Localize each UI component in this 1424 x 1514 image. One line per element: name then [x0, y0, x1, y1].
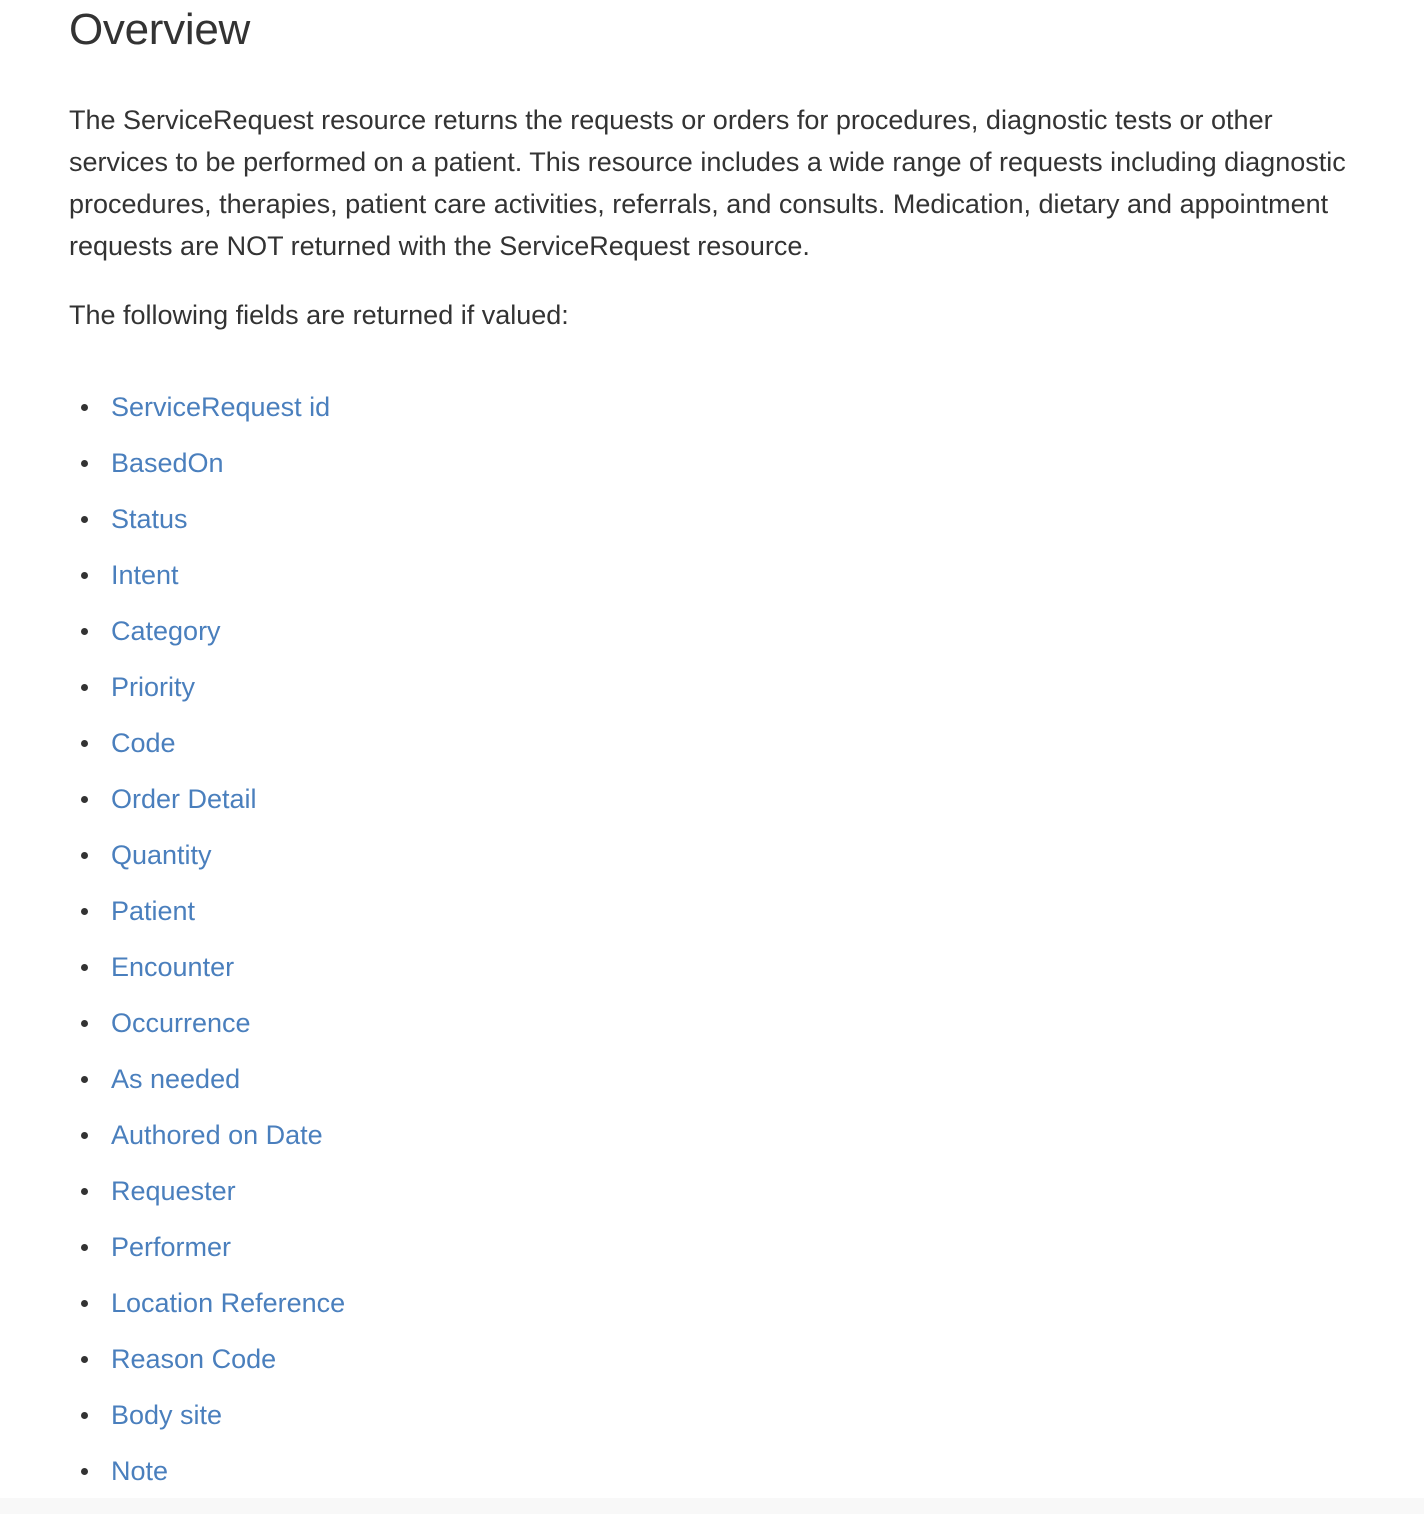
bullet-icon: [81, 1356, 88, 1363]
bullet-icon: [81, 852, 88, 859]
list-item: [69, 435, 1359, 491]
intro-paragraph: The ServiceRequest resource returns the requests or orders for procedures, diagnostic tests or other services to be performed on a patient. This resource includes a wide range of requests including diagnostic procedures, therapies, patient care activities, referrals, and consults. Medication, dietary and appointment requests are NOT returned with the ServiceRequest resource.: [69, 105, 1346, 261]
bullet-icon: [81, 1076, 88, 1083]
list-item: [69, 1219, 1359, 1275]
field-link-priority[interactable]: Priority: [111, 672, 196, 702]
list-item: [69, 883, 1359, 939]
footer-band: [0, 1498, 1424, 1514]
field-link-reason-code[interactable]: Reason Code: [111, 1344, 277, 1374]
bullet-icon: [81, 796, 88, 803]
list-item: [69, 1443, 1359, 1499]
bullet-icon: [81, 1468, 88, 1475]
field-link-quantity[interactable]: Quantity: [111, 840, 212, 870]
list-item: [69, 1331, 1359, 1387]
field-link-patient[interactable]: Patient: [111, 896, 196, 926]
list-item: [69, 1107, 1359, 1163]
page-title: Overview: [69, 5, 250, 54]
list-item: [69, 491, 1359, 547]
list-item: [69, 995, 1359, 1051]
field-link-location-reference[interactable]: Location Reference: [111, 1288, 346, 1318]
list-item: [69, 1051, 1359, 1107]
field-link-encounter[interactable]: Encounter: [111, 952, 235, 982]
bullet-icon: [81, 908, 88, 915]
field-link-status[interactable]: Status: [111, 504, 188, 534]
field-link-authored-on-date[interactable]: Authored on Date: [111, 1120, 323, 1150]
bullet-icon: [81, 1188, 88, 1195]
list-item: [69, 771, 1359, 827]
bullet-icon: [81, 572, 88, 579]
field-link-occurrence[interactable]: Occurrence: [111, 1008, 251, 1038]
list-item: [69, 1275, 1359, 1331]
bullet-icon: [81, 1132, 88, 1139]
document-content: [69, 0, 1359, 1499]
list-item: [69, 939, 1359, 995]
bullet-icon: [81, 628, 88, 635]
field-link-as-needed[interactable]: As needed: [111, 1064, 241, 1094]
bullet-icon: [81, 1020, 88, 1027]
bullet-icon: [81, 1244, 88, 1251]
field-link-note[interactable]: Note: [111, 1456, 169, 1486]
fields-lead-text: The following fields are returned if valued:: [69, 300, 569, 330]
field-link-code[interactable]: Code: [111, 728, 176, 758]
field-link-category[interactable]: Category: [111, 616, 221, 646]
bullet-icon: [81, 1300, 88, 1307]
list-item: [69, 659, 1359, 715]
field-link-basedon[interactable]: BasedOn: [111, 448, 224, 478]
field-link-order-detail[interactable]: Order Detail: [111, 784, 257, 814]
list-item: [69, 547, 1359, 603]
field-link-servicerequest-id[interactable]: ServiceRequest id: [111, 392, 331, 422]
list-item: [69, 603, 1359, 659]
field-link-requester[interactable]: Requester: [111, 1176, 236, 1206]
bullet-icon: [81, 460, 88, 467]
bullet-icon: [81, 684, 88, 691]
field-link-body-site[interactable]: Body site: [111, 1400, 223, 1430]
field-list: [69, 379, 1359, 1499]
bullet-icon: [81, 740, 88, 747]
bullet-icon: [81, 516, 88, 523]
list-item: [69, 1163, 1359, 1219]
list-item: [69, 1387, 1359, 1443]
field-link-intent[interactable]: Intent: [111, 560, 179, 590]
bullet-icon: [81, 964, 88, 971]
list-item: [69, 379, 1359, 435]
field-link-performer[interactable]: Performer: [111, 1232, 232, 1262]
bullet-icon: [81, 404, 88, 411]
list-item: [69, 715, 1359, 771]
bullet-icon: [81, 1412, 88, 1419]
list-item: [69, 827, 1359, 883]
